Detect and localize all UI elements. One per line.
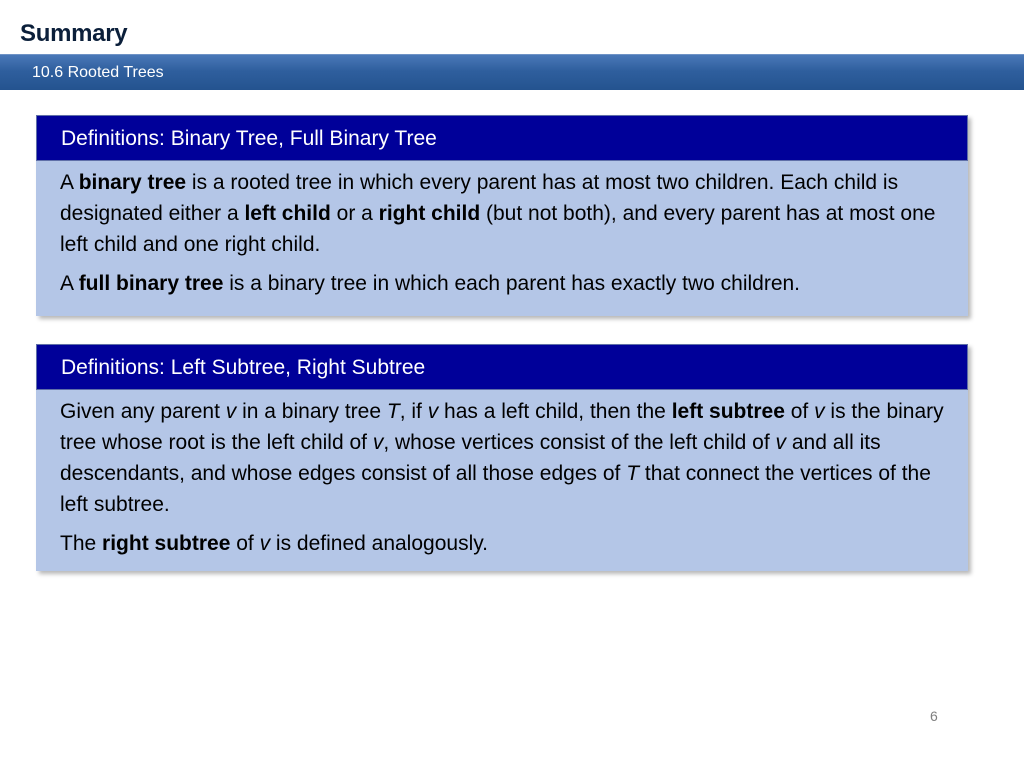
definition-box-subtrees [36,344,968,571]
binary-tree-definition [60,167,944,260]
text-run: and all its descendants, and whose edges consist of all those edges of [60,431,881,485]
term-right-subtree: right subtree [102,532,231,555]
term-binary-tree: binary tree [78,171,187,194]
variable-v: v [372,431,384,454]
text-run: of [230,532,260,555]
term-left-child: left child [244,202,331,225]
text-run: (but not both), and every parent has at most one left child and one right child. [60,202,936,256]
text-run: A [60,171,79,194]
text-run: is the binary tree whose root is the left child of [60,400,944,454]
definition-box-body [36,161,968,309]
text-run: The [60,532,103,555]
text-run: , if [399,400,428,423]
term-right-child: right child [378,202,481,225]
definition-box-header [36,344,968,390]
text-run: that connect the vertices of the left subtree. [60,462,931,516]
definition-box-title: Definitions: Left Subtree, Right Subtree [61,356,426,379]
term-left-subtree: left subtree [671,400,785,423]
variable-t: T [386,400,400,423]
left-subtree-definition [60,396,944,520]
text-run: of [784,400,815,423]
variable-v: v [814,400,825,423]
text-run: A [60,272,79,295]
text-run: is a binary tree in which each parent has exactly two children. [223,272,801,295]
variable-t: T [626,462,640,485]
definition-box-body [36,390,968,569]
text-run: or a [330,202,379,225]
text-run: is defined analogously. [270,532,489,555]
page-number: 6 [930,708,938,724]
full-binary-tree-definition [60,268,944,299]
definition-box-title: Definitions: Binary Tree, Full Binary Tree [61,127,437,150]
variable-v: v [225,400,237,423]
term-full-binary-tree: full binary tree [78,272,224,295]
variable-v: v [259,532,271,555]
text-run: , whose vertices consist of the left child of [383,431,776,454]
right-subtree-definition [60,528,944,559]
text-run: has a left child, then the [438,400,672,423]
text-run: Given any parent [60,400,226,423]
variable-v: v [427,400,439,423]
text-run: is a rooted tree in which every parent has at most two children. Each child is designated either a [60,171,899,225]
definition-box-header [36,115,968,161]
slide-title: Summary [20,20,128,47]
section-bar [0,54,1024,90]
definition-box-binary-tree [36,115,968,316]
variable-v: v [775,431,787,454]
section-label: 10.6 Rooted Trees [32,64,164,81]
text-run: in a binary tree [236,400,387,423]
